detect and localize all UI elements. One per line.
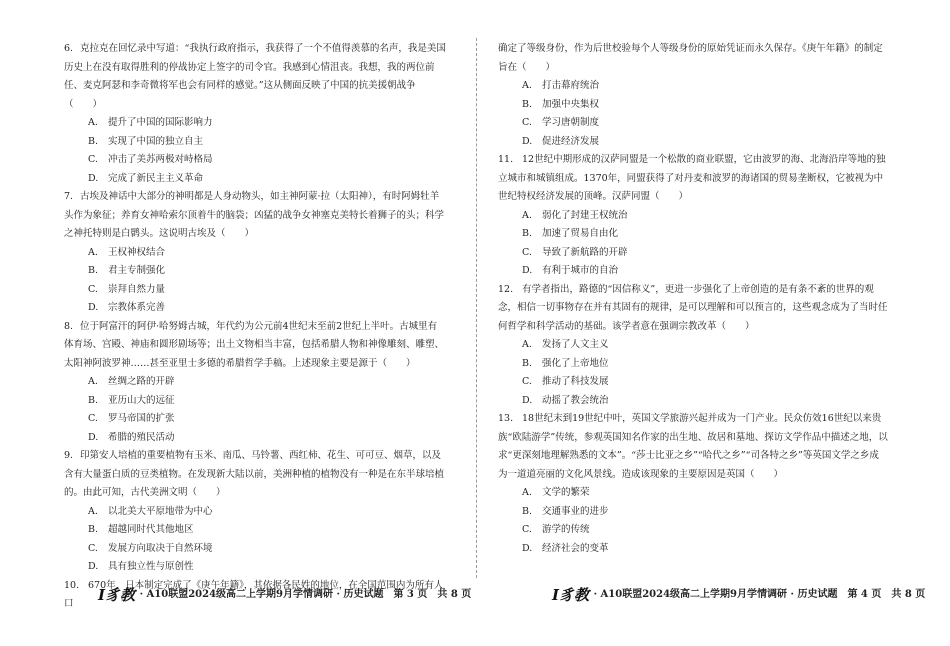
question-text: 克拉克在回忆录中写道：“我执行政府指示，我获得了一个不值得羡慕的名声，我是美国历史上在没有取得胜利的停战协定上签字的司令官。我感到心情沮丧。我想，我的两位前任、麦克阿瑟和李奇微将军也会有同样的感觉。”这从侧面反映了中国的抗美援朝战争（ ） — [64, 43, 446, 110]
option-text: 超越同时代其他地区 — [108, 524, 194, 535]
option-text: 导致了新航路的开辟 — [542, 246, 628, 258]
option-letter: A. — [522, 339, 532, 350]
option-letter: C. — [522, 376, 532, 387]
question-stem — [498, 151, 888, 207]
option-letter: A. — [88, 117, 98, 128]
option-letter: A. — [88, 246, 98, 258]
answer-option — [498, 484, 888, 503]
question-stem — [64, 188, 446, 244]
answer-option — [64, 558, 446, 577]
answer-option — [498, 96, 888, 115]
option-letter: A. — [88, 505, 98, 517]
question-number: 9. — [64, 450, 74, 461]
right-question-column — [498, 40, 888, 558]
option-letter: A. — [522, 487, 532, 498]
option-letter: C. — [88, 283, 98, 295]
option-letter: B. — [88, 394, 99, 406]
question-stem — [64, 40, 446, 114]
option-text: 加强中央集权 — [542, 98, 600, 110]
question-number: 8. — [64, 320, 74, 332]
option-text: 提升了中国的国际影响力 — [108, 117, 213, 128]
option-text: 亚历山大的远征 — [108, 394, 175, 406]
question-number: 11. — [498, 154, 514, 165]
question-text: 12世纪中期形成的汉萨同盟是一个松散的商业联盟，它由波罗的海、北海沿岸等地的独立城市和城镇组成。1370年，同盟获得了对丹麦和波罗的海诸国的贸易垄断权，它被视为中世纪特权经济发展的顶峰。汉萨同盟（ ） — [498, 154, 886, 202]
option-text: 游学的传统 — [542, 524, 590, 535]
answer-option — [498, 540, 888, 559]
option-text: 实现了中国的独立自主 — [108, 135, 204, 147]
exam-page-right — [475, 0, 950, 646]
answer-option — [498, 336, 888, 355]
answer-option — [64, 521, 446, 540]
left-footer — [98, 588, 471, 602]
option-text: 动摇了教会统治 — [542, 394, 609, 406]
question-stem — [498, 410, 888, 484]
answer-option — [498, 133, 888, 152]
option-letter: B. — [522, 98, 533, 110]
option-letter: D. — [88, 302, 99, 313]
question-text: 古埃及神话中大部分的神明都是人身动物头，如主神阿蒙·拉（太阳神），有时阿姆牡羊头作为象征；养育女神哈索尔顶着牛的脑袋；凶猛的战争女神塞克美特长着狮子的头；科学之神托特则是白鹮头。这说明古埃及（ ） — [64, 191, 445, 239]
question-stem — [64, 318, 446, 374]
answer-option — [498, 503, 888, 522]
answer-option — [64, 429, 446, 448]
answer-option — [64, 133, 446, 152]
option-text: 完成了新民主主义革命 — [108, 172, 204, 184]
answer-option — [498, 114, 888, 133]
option-text: 具有独立性与原创性 — [108, 561, 194, 572]
question-text: 印第安人培植的重要植物有玉米、南瓜、马铃薯、西红柿、花生、可可豆、烟草，以及含有大量蛋白质的豆类植物。在发现新大陆以前，美洲种植的植物没有一种是在东半球培植的。由此可知，古代美洲文明（ ） — [64, 450, 445, 498]
answer-option — [64, 392, 446, 411]
option-text: 崇拜自然力量 — [108, 283, 166, 295]
option-text: 王权神权结合 — [108, 246, 166, 258]
question-number: 13. — [498, 413, 514, 424]
option-text: 经济社会的变革 — [542, 542, 609, 554]
option-text: 促进经济发展 — [542, 135, 600, 147]
option-letter: B. — [522, 357, 533, 369]
answer-option — [64, 244, 446, 263]
question-stem — [498, 281, 888, 337]
option-letter: C. — [522, 246, 532, 258]
option-text: 发扬了人文主义 — [542, 339, 609, 350]
option-text: 丝绸之路的开辟 — [108, 376, 175, 387]
option-letter: B. — [522, 505, 533, 517]
answer-option — [64, 373, 446, 392]
option-text: 以北美大平原地带为中心 — [108, 505, 213, 517]
option-letter: A. — [88, 376, 98, 387]
answer-option — [64, 540, 446, 559]
option-letter: C. — [522, 524, 532, 535]
option-letter: D. — [88, 431, 99, 443]
answer-option — [498, 355, 888, 374]
option-letter: D. — [88, 561, 99, 572]
option-text: 君主专制强化 — [108, 265, 166, 276]
option-letter: D. — [88, 172, 99, 184]
question-number: 12. — [498, 283, 514, 295]
answer-option — [64, 170, 446, 189]
answer-option — [64, 410, 446, 429]
option-text: 交通事业的进步 — [542, 505, 609, 517]
right-footer — [552, 588, 925, 602]
answer-option — [498, 244, 888, 263]
question-continuation: 确定了等级身份，作为后世校验每个人等级身份的原始凭证而永久保存。《庚午年籍》的制定旨在（ ） — [498, 43, 883, 73]
question-number: 7. — [64, 191, 74, 202]
publisher-logo: I豸教 — [98, 586, 136, 604]
answer-option — [64, 114, 446, 133]
option-text: 强化了上帝地位 — [542, 357, 609, 369]
option-text: 有利于城市的自治 — [542, 265, 619, 276]
option-text: 希腊的殖民活动 — [108, 431, 175, 443]
answer-option — [64, 151, 446, 170]
answer-option — [64, 281, 446, 300]
answer-option — [64, 299, 446, 318]
right-footer-text: · A10联盟2024级高二上学期9月学情调研 · 历史试题 第 4 页 共 8 页 — [593, 589, 926, 600]
option-letter: B. — [88, 135, 99, 147]
publisher-logo: I豸教 — [552, 586, 590, 604]
option-letter: B. — [88, 524, 99, 535]
answer-option — [498, 262, 888, 281]
option-text: 推动了科技发展 — [542, 376, 609, 387]
option-text: 罗马帝国的扩张 — [108, 413, 175, 424]
answer-option — [498, 77, 888, 96]
answer-option — [64, 262, 446, 281]
option-text: 宗教体系完善 — [108, 302, 166, 313]
answer-option — [498, 207, 888, 226]
answer-option — [498, 521, 888, 540]
question-number: 10. — [64, 579, 80, 591]
question-text: 有学者指出，路德的“因信称义”，更进一步强化了上帝创造的是有条不紊的世界的观念，相信一切事物存在并有其固有的规律，是可以理解和可以预言的，这些观念成为了当时任何哲学和科学活动的基础。该学者意在强调宗教改革（ ） — [498, 283, 888, 332]
answer-option — [498, 392, 888, 411]
option-letter: A. — [522, 80, 532, 91]
answer-option — [498, 225, 888, 244]
option-letter: C. — [88, 154, 98, 165]
option-text: 弱化了封建王权统治 — [542, 209, 628, 221]
option-text: 加速了贸易自由化 — [542, 228, 619, 239]
option-text: 冲击了美苏两极对峙格局 — [108, 154, 213, 165]
option-text: 打击幕府统治 — [542, 80, 600, 91]
option-letter: B. — [88, 265, 99, 276]
option-letter: C. — [88, 542, 98, 554]
option-letter: D. — [522, 394, 533, 406]
option-letter: B. — [522, 228, 533, 239]
option-letter: D. — [522, 542, 533, 554]
answer-option — [64, 503, 446, 522]
option-letter: C. — [88, 413, 98, 424]
option-letter: A. — [522, 209, 532, 221]
question-number: 6. — [64, 43, 74, 54]
option-letter: C. — [522, 117, 532, 128]
option-letter: D. — [522, 265, 533, 276]
question-stem — [64, 447, 446, 503]
left-question-column — [64, 40, 446, 614]
option-text: 学习唐朝制度 — [542, 117, 600, 128]
option-letter: D. — [522, 135, 533, 147]
answer-option — [498, 373, 888, 392]
question-text: 670年，日本制定完成了《庚午年籍》，其依据各民姓的地位，在全国范围内为所有人口 — [64, 579, 444, 609]
option-text: 发展方向取决于自然环境 — [108, 542, 213, 554]
left-footer-text: · A10联盟2024级高二上学期9月学情调研 · 历史试题 第 3 页 共 8 页 — [139, 589, 472, 600]
question-text: 18世纪末到19世纪中叶，英国文学旅游兴起并成为一门产业。民众仿效16世纪以来贵族“欧陆游学”传统，参观英国知名作家的出生地、故居和墓地、探访文学作品中描述之地，以求“更深刻地理解熟悉的文本”。“莎士比亚之乡”“哈代之乡”“司各特之乡”等英国文学之乡成为一道道亮丽的文化风景线。造成该现象的主要原因是英国（ ） — [498, 413, 888, 480]
question-text: 位于阿富汗的阿伊·哈努姆古城，年代约为公元前4世纪末至前2世纪上半叶。古城里有体育场、宫殿、神庙和圆形剧场等；出土文物相当丰富，包括希腊人物和神像雕刻、雕塑、太阳神阿波罗神……甚至亚里士多德的希腊哲学手稿。上述现象主要是源于（ ） — [64, 320, 445, 369]
option-text: 文学的繁荣 — [542, 487, 590, 498]
